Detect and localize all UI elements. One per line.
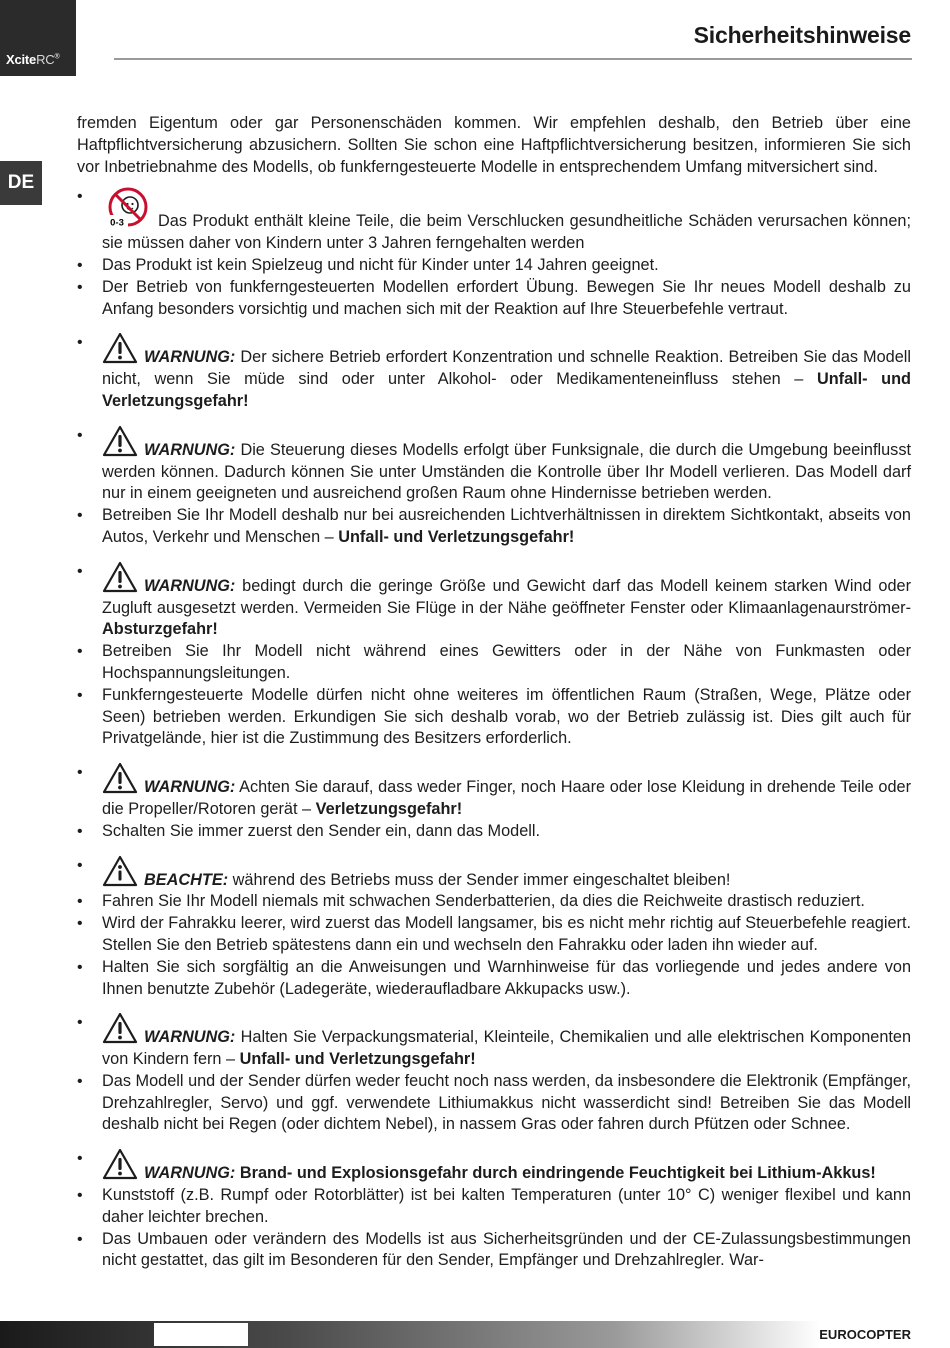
age-restriction-icon xyxy=(102,186,152,232)
warning-icon xyxy=(102,425,138,457)
warning-keyword: WARNUNG: xyxy=(144,440,236,459)
logo-box xyxy=(0,0,76,76)
warning-icon xyxy=(102,762,138,794)
warning-keyword: BEACHTE: xyxy=(144,870,229,889)
footer-gradient-bar xyxy=(0,1321,820,1348)
item-text: Wird der Fahrakku leerer, wird zuerst das Modell langsamer, bis es nicht mehr richtig auf Steuerbefehle reagiert. Stellen Sie den Betrieb spätestens dann ein und wechseln den Fahrakku oder laden ihn wieder auf. xyxy=(102,914,911,954)
danger-emphasis: Unfall- und Verletzungsgefahr! xyxy=(239,1050,476,1069)
language-tab: DE xyxy=(0,161,42,205)
danger-emphasis: Brand- und Explosionsgefahr durch eindringende Feuchtigkeit bei Lithium-Akkus! xyxy=(239,1164,876,1183)
list-item xyxy=(77,891,911,913)
list-item xyxy=(77,821,911,843)
item-text: Halten Sie Verpackungsmaterial, Kleinteile, Chemikalien und alle elektrischen Komponenten von Kindern fern – xyxy=(102,1028,912,1069)
list-item xyxy=(77,425,911,505)
warning-keyword: WARNUNG: xyxy=(144,348,236,367)
item-text: bedingt durch die geringe Größe und Gewicht darf das Modell keinem starken Wind oder Zugluft ausgesetzt werden. Vermeiden Sie Flüge in der Nähe geöffneter Fenster oder Klimaanlagenaurströmer- xyxy=(102,576,911,617)
brand-logo xyxy=(6,52,59,67)
list-item xyxy=(77,1012,911,1071)
list-item xyxy=(77,277,911,321)
warning-keyword: WARNUNG: xyxy=(144,576,236,595)
page-title: Sicherheitshinweise xyxy=(693,22,911,48)
list-item xyxy=(77,762,911,821)
danger-emphasis: Verletzungsgefahr! xyxy=(315,799,463,818)
item-text: Die Steuerung dieses Modells erfolgt über Funksignale, die durch die Umgebung beeinflusst werden können. Dadurch können Sie unter Umständen die Kontrolle über Ihr Modell verlieren. Das Modell darf nur in einem geeigneten und ausreichend großen Raum ohne Hindernisse betrieben werden. xyxy=(102,440,911,503)
item-text: Achten Sie darauf, dass weder Finger, noch Haare oder lose Kleidung in drehende Teile oder die Propeller/Rotoren gerät – xyxy=(102,778,911,818)
header-divider xyxy=(114,58,912,60)
list-item xyxy=(77,1148,911,1185)
safety-content xyxy=(77,113,911,1272)
logo-registered-mark: ® xyxy=(54,53,60,61)
item-text: Betreiben Sie Ihr Modell nicht während eines Gewitters oder in der Nähe von Funkmasten oder Hochspannungsleitungen. xyxy=(102,642,911,682)
list-item xyxy=(77,1071,911,1136)
list-item xyxy=(77,957,911,1001)
warning-icon xyxy=(102,1012,138,1044)
item-text: Der sichere Betrieb erfordert Konzentration und schnelle Reaktion. Betreiben Sie das Modell nicht, wenn Sie müde sind oder unter Alkohol- oder Medikamenteneinfluss stehen – xyxy=(102,348,912,389)
item-text: Fahren Sie Ihr Modell niemals mit schwachen Senderbatterien, da dies die Reichweite drastisch reduziert. xyxy=(102,892,865,911)
item-text: Kunststoff (z.B. Rumpf oder Rotorblätter) ist bei kalten Temperaturen (unter 10° C) weniger flexibel und kann daher leichter brechen. xyxy=(102,1186,911,1226)
list-item xyxy=(77,685,911,750)
footer-page-tab xyxy=(154,1323,248,1346)
item-text: Das Modell und der Sender dürfen weder feucht noch nass werden, da insbesondere die Elektronik (Empfänger, Drehzahlregler, Servo) und ggf. verwendete Lithiumakkus nicht wasserdicht sind! Betreiben Sie das Modell deshalb nicht bei Regen (oder dichtem Nebel), in nassem Gras oder fahren durch Pfützen oder Schnee. xyxy=(102,1071,911,1134)
list-item xyxy=(77,641,911,685)
warning-keyword: WARNUNG: xyxy=(144,1164,236,1183)
warning-keyword: WARNUNG: xyxy=(144,778,236,797)
warning-icon xyxy=(102,561,138,593)
list-item xyxy=(77,855,911,892)
item-text: Der Betrieb von funkferngesteuerten Modellen erfordert Übung. Bewegen Sie Ihr neues Modell deshalb zu Anfang besonders vorsichtig und machen sich mit der Reaktion auf Ihre Steuerbefehle vertraut. xyxy=(102,277,911,318)
danger-emphasis: Unfall- und Verletzungsgefahr! xyxy=(102,370,912,410)
item-text: Das Umbauen oder verändern des Modells ist aus Sicherheitsgründen und der CE-Zulassungsbestimmungen nicht gestattet, das gilt im Besonderen für den Sender, Empfänger und Drehzahlregler. War- xyxy=(102,1229,911,1270)
item-text: während des Betriebs muss der Sender immer eingeschaltet bleiben! xyxy=(232,870,731,889)
item-text: Funkferngesteuerte Modelle dürfen nicht ohne weiteres im öffentlichen Raum (Straßen, Wege, Plätze oder Seen) betrieben werden. Erkundigen Sie sich deshalb vorab, wo der Betrieb zulässig ist. Dies gilt auch für Privatgelände, hier ist die Zustimmung des Besitzers erforderlich. xyxy=(102,685,911,748)
item-text: Betreiben Sie Ihr Modell deshalb nur bei ausreichenden Lichtverhältnissen in direktem Sichtkontakt, abseits von Autos, Verkehr und Menschen – xyxy=(102,506,911,546)
list-item xyxy=(77,255,911,277)
logo-bold-text: Xcite xyxy=(6,52,37,67)
list-item xyxy=(77,1185,911,1229)
item-text: Das Produkt enthält kleine Teile, die beim Verschlucken gesundheitliche Schäden verursachen können; sie müssen daher von Kindern unter 3 Jahren ferngehalten werden xyxy=(102,212,911,253)
danger-emphasis: Absturzgefahr! xyxy=(102,620,218,639)
list-item xyxy=(77,332,911,412)
list-item xyxy=(77,186,911,255)
warning-icon xyxy=(102,332,138,364)
intro-paragraph: fremden Eigentum oder gar Personenschäden kommen. Wir empfehlen deshalb, den Betrieb über eine Haftpflichtversicherung abzusichern. Sollten Sie schon eine Haftpflichtversicherung besitzen, informieren Sie sich vor Inbetriebnahme des Modells, ob funkferngesteuerte Modelle in entsprechendem Umfang mitversichert sind. xyxy=(77,114,911,176)
age-label-text: • 0-3 xyxy=(110,217,124,229)
list-item xyxy=(77,913,911,957)
item-text: Halten Sie sich sorgfältig an die Anweisungen und Warnhinweise für das vorliegende und jedes andere von Ihnen benutzte Zubehör (Ladegeräte, wiederaufladbare Akkupacks usw.). xyxy=(102,957,911,998)
info-icon xyxy=(102,855,138,887)
footer-brand: EUROCOPTER xyxy=(819,1327,911,1342)
list-item xyxy=(77,561,911,641)
logo-light-text: RC xyxy=(36,52,55,67)
footer xyxy=(0,1321,950,1348)
danger-emphasis: Unfall- und Verletzungsgefahr! xyxy=(338,527,575,546)
item-text: Schalten Sie immer zuerst den Sender ein, dann das Modell. xyxy=(102,821,541,840)
list-item xyxy=(77,1229,911,1273)
warning-icon xyxy=(102,1148,138,1180)
warning-keyword: WARNUNG: xyxy=(144,1028,236,1047)
safety-list xyxy=(77,186,911,1272)
item-text: Das Produkt ist kein Spielzeug und nicht für Kinder unter 14 Jahren geeignet. xyxy=(102,255,659,274)
list-item xyxy=(77,505,911,549)
